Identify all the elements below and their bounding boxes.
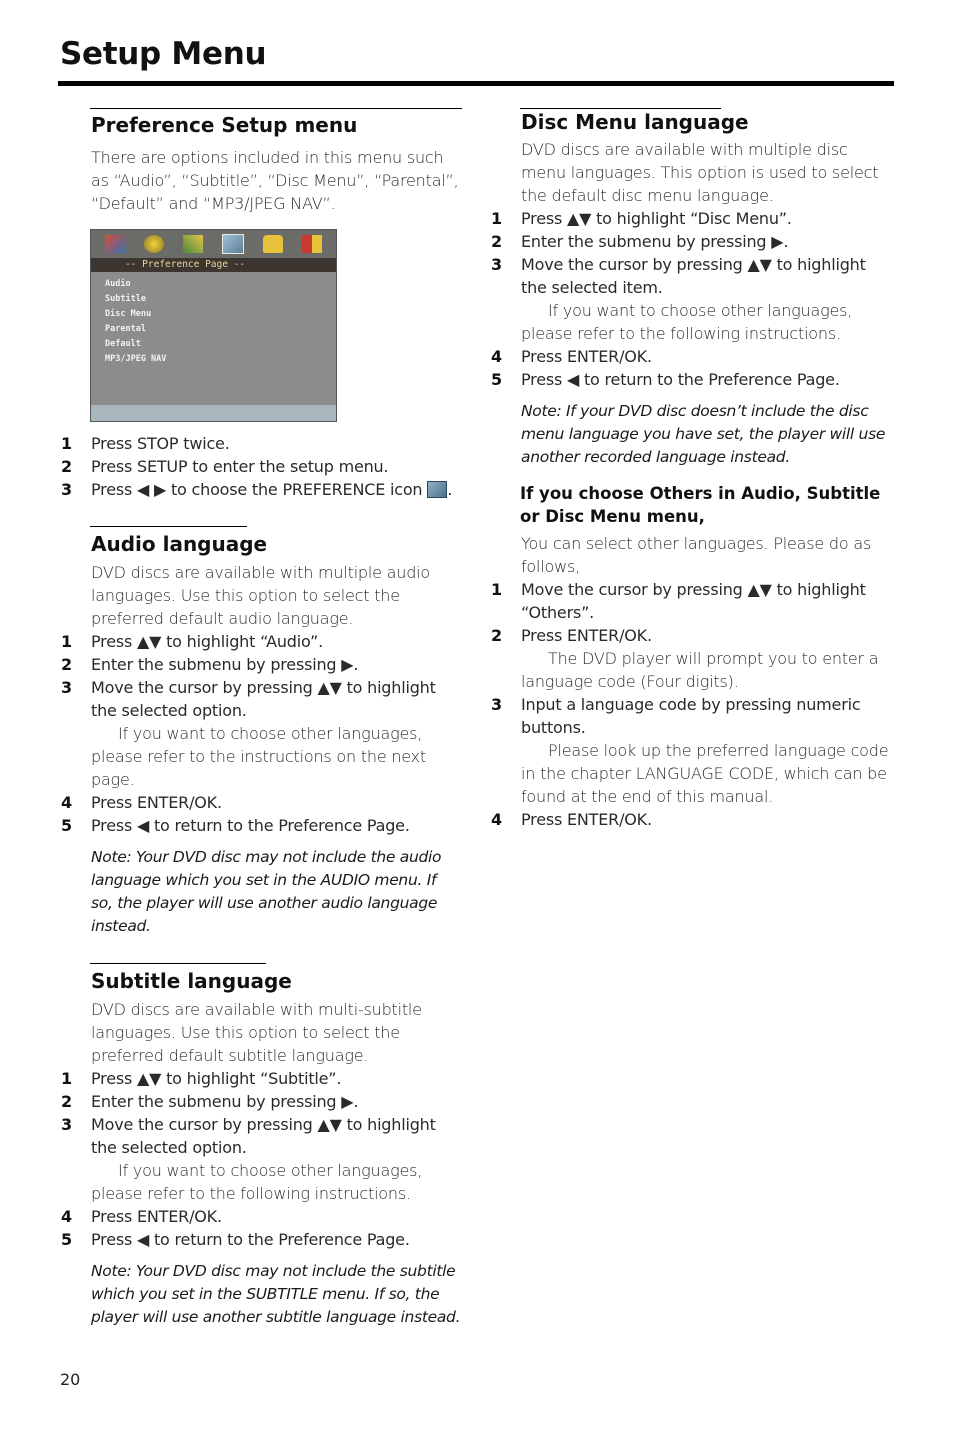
step-number: 2: [491, 626, 502, 645]
screenshot-icon-bar: [91, 230, 336, 258]
disc-menu-steps: [490, 207, 892, 299]
list-item: [60, 1090, 462, 1113]
step-number: 2: [61, 1092, 72, 1111]
general-setup-icon: [105, 235, 125, 253]
list-item: [490, 624, 892, 647]
disc-menu-section: [490, 108, 892, 469]
screenshot-footer-bar: [91, 405, 336, 421]
screenshot-menu-item: Parental: [105, 324, 146, 334]
others-steps-continued: [490, 693, 892, 739]
exit-icon: [302, 235, 322, 253]
step-text: Enter the submenu by pressing ▶.: [91, 655, 359, 674]
list-item: [490, 808, 892, 831]
step-number: 1: [61, 434, 72, 453]
step-text: Press ◀ to return to the Preference Page.: [91, 816, 410, 835]
subtitle-section: [60, 963, 462, 1329]
step-text: Enter the submenu by pressing ▶.: [91, 1092, 359, 1111]
step-number: 1: [61, 1069, 72, 1088]
screenshot-menu-item: MP3/JPEG NAV: [105, 354, 167, 364]
lock-icon: [263, 235, 283, 253]
step-number: 1: [61, 632, 72, 651]
screenshot-menu-item: Disc Menu: [105, 309, 152, 319]
subtitle-intro: DVD discs are available with multi-subtitle languages. Use this option to select the preferred default subtitle language.: [91, 1000, 422, 1065]
step-text: Press ENTER/OK.: [91, 1207, 222, 1226]
step-number: 4: [61, 1207, 72, 1226]
others-step2-note: The DVD player will prompt you to enter a language code (Four digits).: [521, 649, 879, 691]
right-column: [490, 100, 892, 831]
step-text: Press ▲▼ to highlight “Disc Menu”.: [521, 209, 792, 228]
step-text: Press ▲▼ to highlight “Subtitle”.: [91, 1069, 342, 1088]
disc-menu-steps-continued: [490, 345, 892, 391]
subtitle-step3-note: If you want to choose other languages, please refer to the following instructions.: [91, 1161, 423, 1203]
step-text: Press SETUP to enter the setup menu.: [91, 457, 389, 476]
step-number: 1: [491, 209, 502, 228]
disc-menu-intro: DVD discs are available with multiple disc menu languages. This option is used to select the default disc menu language.: [521, 140, 879, 205]
step-number: 5: [61, 1230, 72, 1249]
step-text: Move the cursor by pressing ▲▼ to highlight the selected item.: [521, 255, 866, 297]
others-step3-note: Please look up the preferred language code in the chapter LANGUAGE CODE, which can be found at the end of this manual.: [521, 741, 889, 806]
step-number: 2: [61, 457, 72, 476]
step-text: Input a language code by pressing numeric buttons.: [521, 695, 861, 737]
step-number: 4: [61, 793, 72, 812]
audio-title: Audio language: [91, 532, 268, 556]
step-text: Enter the submenu by pressing ▶.: [521, 232, 789, 251]
list-item: [490, 368, 892, 391]
preference-section: [60, 108, 462, 501]
list-item: [60, 1228, 462, 1251]
subtitle-steps-continued: [60, 1205, 462, 1251]
list-item: [60, 630, 462, 653]
step-text: Move the cursor by pressing ▲▼ to highlight the selected option.: [91, 1115, 436, 1157]
list-item: [60, 653, 462, 676]
disc-menu-step3-note: If you want to choose other languages, please refer to the following instructions.: [521, 301, 853, 343]
list-item: [60, 814, 462, 837]
step-text: Press ▲▼ to highlight “Audio”.: [91, 632, 323, 651]
preference-page-screenshot: [90, 229, 337, 422]
step-text: Press ENTER/OK.: [521, 626, 652, 645]
audio-setup-icon: [144, 235, 164, 253]
audio-section: [60, 526, 462, 938]
step-number: 5: [491, 370, 502, 389]
step-text: Press ENTER/OK.: [521, 347, 652, 366]
step-number: 3: [491, 695, 502, 714]
step-number: 5: [61, 816, 72, 835]
step-text-after-icon: .: [447, 480, 453, 499]
step-text: Press ENTER/OK.: [521, 810, 652, 829]
step-text: Move the cursor by pressing ▲▼ to highlight “Others”.: [521, 580, 866, 622]
list-item: [490, 230, 892, 253]
step-text: Move the cursor by pressing ▲▼ to highlight the selected option.: [91, 678, 436, 720]
audio-note: Note: Your DVD disc may not include the audio language which you set in the AUDIO menu. If so, the player will use another audio language instead.: [91, 848, 442, 935]
disc-menu-note: Note: If your DVD disc doesn’t include the disc menu language you have set, the player will use another recorded language instead.: [521, 402, 886, 466]
list-item: [490, 345, 892, 368]
step-text: Press ◀ to return to the Preference Page.: [91, 1230, 410, 1249]
audio-step3-note: If you want to choose other languages, please refer to the instructions on the next page.: [91, 724, 427, 789]
audio-steps: [60, 630, 462, 722]
page-number: 20: [60, 1370, 81, 1389]
others-title: If you choose Others in Audio, Subtitle or Disc Menu menu,: [520, 484, 881, 526]
others-section: [490, 482, 892, 831]
preference-steps: [60, 432, 462, 501]
screenshot-menu-item: Audio: [105, 279, 131, 289]
list-item: [490, 578, 892, 624]
audio-steps-continued: [60, 791, 462, 837]
step-text: Press ◀ to return to the Preference Page.: [521, 370, 840, 389]
step-number: 4: [491, 347, 502, 366]
subtitle-note: Note: Your DVD disc may not include the subtitle which you set in the SUBTITLE menu. If so, the player will use another subtitle language instead.: [91, 1262, 461, 1326]
step-number: 1: [491, 580, 502, 599]
list-item: [60, 1113, 462, 1159]
list-item: [60, 1205, 462, 1228]
disc-menu-title: Disc Menu language: [521, 110, 749, 134]
left-column: [60, 100, 462, 1329]
list-item: [60, 455, 462, 478]
others-steps: [490, 578, 892, 647]
step-number: 2: [61, 655, 72, 674]
list-item: [490, 253, 892, 299]
video-setup-icon: [183, 235, 203, 253]
preference-icon: [427, 481, 447, 498]
screenshot-menu-item: Subtitle: [105, 294, 146, 304]
list-item: [60, 791, 462, 814]
audio-intro: DVD discs are available with multiple audio languages. Use this option to select the preferred default audio language.: [91, 563, 431, 628]
others-intro: You can select other languages. Please do as follows,: [521, 534, 872, 576]
step-text: [91, 478, 462, 501]
step-number: 3: [61, 1115, 72, 1134]
page-title: Setup Menu: [60, 36, 267, 72]
list-item: [490, 207, 892, 230]
screenshot-menu-item: Default: [105, 339, 141, 349]
step-text-before-icon: Press ◀ ▶ to choose the PREFERENCE icon: [91, 480, 423, 499]
subtitle-steps: [60, 1067, 462, 1159]
step-number: 4: [491, 810, 502, 829]
list-item: [60, 676, 462, 722]
step-number: 3: [491, 255, 502, 274]
list-item: [60, 432, 462, 455]
step-number: 3: [61, 678, 72, 697]
step-text: Press ENTER/OK.: [91, 793, 222, 812]
step-number: 2: [491, 232, 502, 251]
others-steps-final: [490, 808, 892, 831]
preference-intro: There are options included in this menu such as “Audio”, “Subtitle”, “Disc Menu”, “Parental”, “Default” and “MP3/JPEG NAV”.: [91, 148, 459, 213]
screenshot-page-title: -- Preference Page --: [91, 258, 336, 272]
title-rule: [58, 81, 894, 86]
preference-title: Preference Setup menu: [91, 113, 358, 137]
preference-setup-icon: [222, 234, 244, 254]
step-text: Press STOP twice.: [91, 434, 230, 453]
step-number: 3: [61, 480, 72, 499]
list-item: [490, 693, 892, 739]
screenshot-menu-list: [105, 277, 336, 367]
subtitle-title: Subtitle language: [91, 969, 292, 993]
list-item: [60, 478, 462, 501]
list-item: [60, 1067, 462, 1090]
